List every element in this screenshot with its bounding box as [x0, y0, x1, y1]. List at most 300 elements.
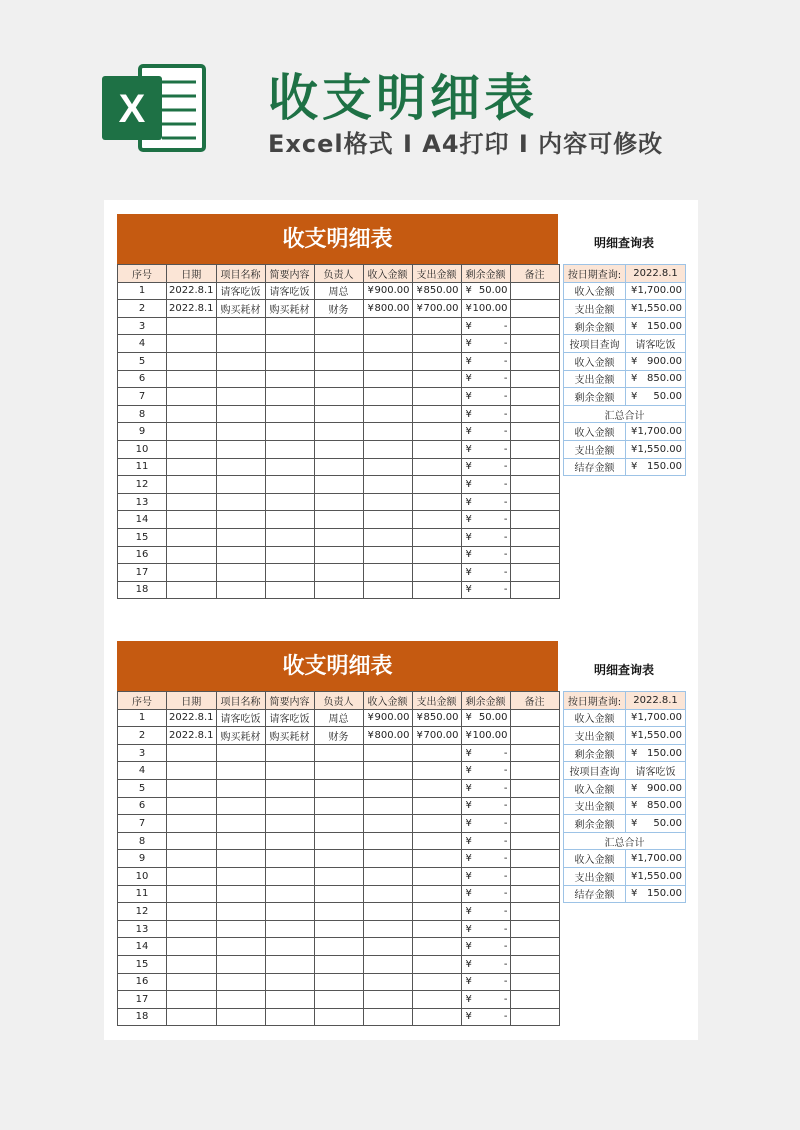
empty-cell[interactable]: [167, 955, 217, 973]
empty-cell[interactable]: [167, 528, 217, 546]
cell-no[interactable]: 5: [118, 779, 167, 797]
cell-balance[interactable]: [461, 546, 510, 564]
empty-cell[interactable]: [265, 744, 314, 762]
empty-cell[interactable]: [265, 903, 314, 921]
empty-cell[interactable]: [167, 815, 217, 833]
cell-no[interactable]: 6: [118, 797, 167, 815]
cell-note[interactable]: [510, 317, 559, 335]
empty-cell[interactable]: [314, 973, 363, 991]
empty-cell[interactable]: [363, 885, 412, 903]
empty-cell[interactable]: [216, 955, 265, 973]
empty-cell[interactable]: [363, 762, 412, 780]
empty-cell[interactable]: [412, 973, 461, 991]
empty-cell[interactable]: [363, 938, 412, 956]
empty-cell[interactable]: [363, 528, 412, 546]
empty-cell[interactable]: [314, 850, 363, 868]
cell-note[interactable]: [510, 370, 559, 388]
empty-cell[interactable]: [265, 973, 314, 991]
empty-cell[interactable]: [412, 955, 461, 973]
empty-cell[interactable]: [216, 511, 265, 529]
cell-no[interactable]: 11: [118, 458, 167, 476]
cell-balance[interactable]: [461, 300, 510, 318]
cell-date[interactable]: 2022.8.1: [167, 300, 217, 318]
empty-cell[interactable]: [314, 476, 363, 494]
cell-person[interactable]: 周总: [314, 282, 363, 300]
empty-cell[interactable]: [363, 440, 412, 458]
cell-note[interactable]: [510, 991, 559, 1009]
empty-cell[interactable]: [314, 991, 363, 1009]
empty-cell[interactable]: [216, 493, 265, 511]
cell-no[interactable]: 8: [118, 832, 167, 850]
cell-note[interactable]: [510, 885, 559, 903]
empty-cell[interactable]: [363, 903, 412, 921]
empty-cell[interactable]: [265, 317, 314, 335]
empty-cell[interactable]: [265, 493, 314, 511]
cell-balance[interactable]: [461, 581, 510, 599]
empty-cell[interactable]: [265, 991, 314, 1009]
empty-cell[interactable]: [363, 388, 412, 406]
empty-cell[interactable]: [314, 511, 363, 529]
cell-note[interactable]: [510, 955, 559, 973]
empty-cell[interactable]: [167, 867, 217, 885]
empty-cell[interactable]: [363, 423, 412, 441]
cell-balance[interactable]: [461, 335, 510, 353]
empty-cell[interactable]: [167, 493, 217, 511]
date-query-input[interactable]: 2022.8.1: [626, 692, 686, 710]
empty-cell[interactable]: [265, 546, 314, 564]
cell-balance[interactable]: [461, 955, 510, 973]
empty-cell[interactable]: [265, 352, 314, 370]
cell-no[interactable]: 4: [118, 335, 167, 353]
cell-no[interactable]: 18: [118, 1008, 167, 1026]
empty-cell[interactable]: [167, 850, 217, 868]
empty-cell[interactable]: [412, 388, 461, 406]
empty-cell[interactable]: [363, 458, 412, 476]
empty-cell[interactable]: [412, 938, 461, 956]
empty-cell[interactable]: [363, 973, 412, 991]
cell-person[interactable]: 财务: [314, 300, 363, 318]
cell-no[interactable]: 17: [118, 991, 167, 1009]
cell-balance[interactable]: [461, 405, 510, 423]
cell-date[interactable]: 2022.8.1: [167, 709, 217, 727]
cell-no[interactable]: 4: [118, 762, 167, 780]
cell-expense[interactable]: [412, 709, 461, 727]
cell-balance[interactable]: [461, 282, 510, 300]
empty-cell[interactable]: [265, 388, 314, 406]
empty-cell[interactable]: [412, 511, 461, 529]
cell-no[interactable]: 12: [118, 476, 167, 494]
empty-cell[interactable]: [363, 476, 412, 494]
empty-cell[interactable]: [363, 850, 412, 868]
cell-note[interactable]: [510, 405, 559, 423]
empty-cell[interactable]: [167, 476, 217, 494]
empty-cell[interactable]: [363, 832, 412, 850]
empty-cell[interactable]: [363, 991, 412, 1009]
empty-cell[interactable]: [412, 440, 461, 458]
cell-no[interactable]: 7: [118, 815, 167, 833]
empty-cell[interactable]: [314, 867, 363, 885]
empty-cell[interactable]: [265, 423, 314, 441]
empty-cell[interactable]: [363, 815, 412, 833]
cell-desc[interactable]: 请客吃饭: [265, 709, 314, 727]
cell-desc[interactable]: 购买耗材: [265, 300, 314, 318]
empty-cell[interactable]: [412, 815, 461, 833]
empty-cell[interactable]: [167, 440, 217, 458]
cell-desc[interactable]: 购买耗材: [265, 727, 314, 745]
empty-cell[interactable]: [412, 903, 461, 921]
cell-no[interactable]: 9: [118, 423, 167, 441]
empty-cell[interactable]: [314, 1008, 363, 1026]
empty-cell[interactable]: [167, 581, 217, 599]
empty-cell[interactable]: [314, 815, 363, 833]
empty-cell[interactable]: [216, 762, 265, 780]
empty-cell[interactable]: [167, 317, 217, 335]
cell-note[interactable]: [510, 727, 559, 745]
empty-cell[interactable]: [265, 405, 314, 423]
cell-no[interactable]: 3: [118, 317, 167, 335]
empty-cell[interactable]: [216, 581, 265, 599]
cell-income[interactable]: [363, 282, 412, 300]
empty-cell[interactable]: [412, 850, 461, 868]
cell-balance[interactable]: [461, 370, 510, 388]
empty-cell[interactable]: [412, 352, 461, 370]
cell-note[interactable]: [510, 300, 559, 318]
empty-cell[interactable]: [216, 1008, 265, 1026]
empty-cell[interactable]: [265, 581, 314, 599]
empty-cell[interactable]: [167, 458, 217, 476]
empty-cell[interactable]: [167, 352, 217, 370]
cell-note[interactable]: [510, 564, 559, 582]
cell-note[interactable]: [510, 973, 559, 991]
empty-cell[interactable]: [363, 352, 412, 370]
cell-expense[interactable]: [412, 727, 461, 745]
empty-cell[interactable]: [314, 903, 363, 921]
item-query-input[interactable]: 请客吃饭: [626, 335, 686, 353]
empty-cell[interactable]: [265, 955, 314, 973]
empty-cell[interactable]: [265, 832, 314, 850]
cell-no[interactable]: 8: [118, 405, 167, 423]
empty-cell[interactable]: [216, 370, 265, 388]
empty-cell[interactable]: [216, 938, 265, 956]
empty-cell[interactable]: [167, 423, 217, 441]
empty-cell[interactable]: [412, 335, 461, 353]
cell-balance[interactable]: [461, 528, 510, 546]
cell-note[interactable]: [510, 388, 559, 406]
cell-note[interactable]: [510, 423, 559, 441]
cell-no[interactable]: 9: [118, 850, 167, 868]
cell-balance[interactable]: [461, 885, 510, 903]
cell-no[interactable]: 16: [118, 546, 167, 564]
empty-cell[interactable]: [412, 867, 461, 885]
empty-cell[interactable]: [265, 564, 314, 582]
empty-cell[interactable]: [314, 779, 363, 797]
cell-item[interactable]: 请客吃饭: [216, 282, 265, 300]
cell-balance[interactable]: [461, 476, 510, 494]
empty-cell[interactable]: [363, 370, 412, 388]
cell-no[interactable]: 12: [118, 903, 167, 921]
cell-balance[interactable]: [461, 832, 510, 850]
cell-no[interactable]: 13: [118, 920, 167, 938]
cell-note[interactable]: [510, 546, 559, 564]
cell-note[interactable]: [510, 493, 559, 511]
empty-cell[interactable]: [412, 458, 461, 476]
empty-cell[interactable]: [265, 797, 314, 815]
empty-cell[interactable]: [363, 779, 412, 797]
cell-desc[interactable]: 请客吃饭: [265, 282, 314, 300]
empty-cell[interactable]: [265, 528, 314, 546]
cell-no[interactable]: 6: [118, 370, 167, 388]
empty-cell[interactable]: [265, 511, 314, 529]
empty-cell[interactable]: [167, 546, 217, 564]
cell-balance[interactable]: [461, 317, 510, 335]
cell-no[interactable]: 14: [118, 938, 167, 956]
empty-cell[interactable]: [314, 938, 363, 956]
cell-balance[interactable]: [461, 779, 510, 797]
empty-cell[interactable]: [314, 885, 363, 903]
empty-cell[interactable]: [216, 476, 265, 494]
cell-no[interactable]: 10: [118, 440, 167, 458]
cell-no[interactable]: 7: [118, 388, 167, 406]
cell-balance[interactable]: [461, 423, 510, 441]
cell-income[interactable]: [363, 709, 412, 727]
cell-balance[interactable]: [461, 991, 510, 1009]
empty-cell[interactable]: [216, 867, 265, 885]
cell-balance[interactable]: [461, 352, 510, 370]
cell-balance[interactable]: [461, 938, 510, 956]
empty-cell[interactable]: [265, 476, 314, 494]
empty-cell[interactable]: [167, 903, 217, 921]
cell-note[interactable]: [510, 779, 559, 797]
empty-cell[interactable]: [314, 564, 363, 582]
empty-cell[interactable]: [265, 370, 314, 388]
cell-person[interactable]: 周总: [314, 709, 363, 727]
empty-cell[interactable]: [216, 352, 265, 370]
empty-cell[interactable]: [314, 405, 363, 423]
empty-cell[interactable]: [216, 744, 265, 762]
empty-cell[interactable]: [363, 564, 412, 582]
empty-cell[interactable]: [363, 955, 412, 973]
cell-note[interactable]: [510, 1008, 559, 1026]
cell-no[interactable]: 15: [118, 955, 167, 973]
empty-cell[interactable]: [216, 335, 265, 353]
cell-expense[interactable]: [412, 282, 461, 300]
empty-cell[interactable]: [412, 744, 461, 762]
empty-cell[interactable]: [314, 440, 363, 458]
empty-cell[interactable]: [314, 352, 363, 370]
empty-cell[interactable]: [412, 423, 461, 441]
cell-note[interactable]: [510, 352, 559, 370]
empty-cell[interactable]: [167, 762, 217, 780]
empty-cell[interactable]: [216, 405, 265, 423]
cell-no[interactable]: 11: [118, 885, 167, 903]
empty-cell[interactable]: [314, 955, 363, 973]
cell-note[interactable]: [510, 476, 559, 494]
empty-cell[interactable]: [216, 850, 265, 868]
empty-cell[interactable]: [314, 528, 363, 546]
empty-cell[interactable]: [216, 797, 265, 815]
empty-cell[interactable]: [167, 938, 217, 956]
empty-cell[interactable]: [216, 920, 265, 938]
cell-balance[interactable]: [461, 564, 510, 582]
cell-income[interactable]: [363, 727, 412, 745]
cell-no[interactable]: 3: [118, 744, 167, 762]
empty-cell[interactable]: [412, 528, 461, 546]
empty-cell[interactable]: [216, 973, 265, 991]
cell-no[interactable]: 15: [118, 528, 167, 546]
cell-note[interactable]: [510, 440, 559, 458]
cell-item[interactable]: 购买耗材: [216, 300, 265, 318]
cell-note[interactable]: [510, 511, 559, 529]
empty-cell[interactable]: [265, 335, 314, 353]
empty-cell[interactable]: [314, 797, 363, 815]
cell-no[interactable]: 16: [118, 973, 167, 991]
empty-cell[interactable]: [167, 920, 217, 938]
empty-cell[interactable]: [167, 564, 217, 582]
cell-balance[interactable]: [461, 511, 510, 529]
cell-note[interactable]: [510, 832, 559, 850]
cell-balance[interactable]: [461, 744, 510, 762]
empty-cell[interactable]: [167, 335, 217, 353]
empty-cell[interactable]: [167, 405, 217, 423]
empty-cell[interactable]: [412, 405, 461, 423]
empty-cell[interactable]: [265, 867, 314, 885]
empty-cell[interactable]: [363, 867, 412, 885]
empty-cell[interactable]: [314, 423, 363, 441]
empty-cell[interactable]: [314, 388, 363, 406]
cell-note[interactable]: [510, 581, 559, 599]
empty-cell[interactable]: [216, 388, 265, 406]
empty-cell[interactable]: [412, 493, 461, 511]
cell-no[interactable]: 18: [118, 581, 167, 599]
cell-note[interactable]: [510, 528, 559, 546]
empty-cell[interactable]: [216, 885, 265, 903]
empty-cell[interactable]: [216, 991, 265, 1009]
cell-expense[interactable]: [412, 300, 461, 318]
empty-cell[interactable]: [265, 440, 314, 458]
cell-balance[interactable]: [461, 1008, 510, 1026]
empty-cell[interactable]: [265, 779, 314, 797]
empty-cell[interactable]: [265, 885, 314, 903]
date-query-input[interactable]: 2022.8.1: [626, 265, 686, 283]
empty-cell[interactable]: [216, 815, 265, 833]
cell-date[interactable]: 2022.8.1: [167, 282, 217, 300]
cell-note[interactable]: [510, 282, 559, 300]
empty-cell[interactable]: [314, 762, 363, 780]
empty-cell[interactable]: [216, 564, 265, 582]
empty-cell[interactable]: [363, 1008, 412, 1026]
empty-cell[interactable]: [412, 581, 461, 599]
cell-note[interactable]: [510, 920, 559, 938]
cell-balance[interactable]: [461, 973, 510, 991]
empty-cell[interactable]: [167, 991, 217, 1009]
empty-cell[interactable]: [167, 779, 217, 797]
item-query-input[interactable]: 请客吃饭: [626, 762, 686, 780]
empty-cell[interactable]: [314, 832, 363, 850]
cell-note[interactable]: [510, 815, 559, 833]
empty-cell[interactable]: [216, 546, 265, 564]
cell-no[interactable]: 17: [118, 564, 167, 582]
cell-date[interactable]: 2022.8.1: [167, 727, 217, 745]
cell-no[interactable]: 1: [118, 709, 167, 727]
empty-cell[interactable]: [265, 938, 314, 956]
empty-cell[interactable]: [216, 317, 265, 335]
empty-cell[interactable]: [412, 546, 461, 564]
empty-cell[interactable]: [265, 458, 314, 476]
empty-cell[interactable]: [167, 832, 217, 850]
empty-cell[interactable]: [167, 1008, 217, 1026]
cell-note[interactable]: [510, 797, 559, 815]
empty-cell[interactable]: [412, 317, 461, 335]
cell-item[interactable]: 购买耗材: [216, 727, 265, 745]
cell-balance[interactable]: [461, 493, 510, 511]
cell-note[interactable]: [510, 938, 559, 956]
cell-no[interactable]: 10: [118, 867, 167, 885]
cell-no[interactable]: 2: [118, 300, 167, 318]
empty-cell[interactable]: [314, 744, 363, 762]
empty-cell[interactable]: [363, 405, 412, 423]
cell-no[interactable]: 2: [118, 727, 167, 745]
empty-cell[interactable]: [363, 546, 412, 564]
empty-cell[interactable]: [363, 797, 412, 815]
empty-cell[interactable]: [265, 1008, 314, 1026]
empty-cell[interactable]: [412, 762, 461, 780]
cell-balance[interactable]: [461, 903, 510, 921]
empty-cell[interactable]: [265, 762, 314, 780]
empty-cell[interactable]: [216, 528, 265, 546]
cell-balance[interactable]: [461, 709, 510, 727]
empty-cell[interactable]: [412, 797, 461, 815]
empty-cell[interactable]: [314, 920, 363, 938]
empty-cell[interactable]: [216, 440, 265, 458]
cell-note[interactable]: [510, 744, 559, 762]
empty-cell[interactable]: [363, 511, 412, 529]
empty-cell[interactable]: [314, 317, 363, 335]
cell-item[interactable]: 请客吃饭: [216, 709, 265, 727]
cell-note[interactable]: [510, 458, 559, 476]
empty-cell[interactable]: [412, 476, 461, 494]
cell-income[interactable]: [363, 300, 412, 318]
empty-cell[interactable]: [167, 370, 217, 388]
empty-cell[interactable]: [265, 920, 314, 938]
cell-note[interactable]: [510, 903, 559, 921]
cell-balance[interactable]: [461, 815, 510, 833]
cell-note[interactable]: [510, 762, 559, 780]
empty-cell[interactable]: [167, 797, 217, 815]
empty-cell[interactable]: [216, 458, 265, 476]
empty-cell[interactable]: [412, 564, 461, 582]
empty-cell[interactable]: [167, 885, 217, 903]
cell-balance[interactable]: [461, 458, 510, 476]
cell-no[interactable]: 14: [118, 511, 167, 529]
empty-cell[interactable]: [265, 850, 314, 868]
cell-balance[interactable]: [461, 388, 510, 406]
empty-cell[interactable]: [216, 832, 265, 850]
cell-note[interactable]: [510, 867, 559, 885]
cell-no[interactable]: 5: [118, 352, 167, 370]
empty-cell[interactable]: [216, 423, 265, 441]
empty-cell[interactable]: [412, 370, 461, 388]
empty-cell[interactable]: [314, 546, 363, 564]
empty-cell[interactable]: [167, 744, 217, 762]
cell-note[interactable]: [510, 335, 559, 353]
cell-balance[interactable]: [461, 797, 510, 815]
empty-cell[interactable]: [167, 388, 217, 406]
empty-cell[interactable]: [363, 317, 412, 335]
empty-cell[interactable]: [314, 581, 363, 599]
empty-cell[interactable]: [363, 581, 412, 599]
empty-cell[interactable]: [167, 511, 217, 529]
empty-cell[interactable]: [363, 335, 412, 353]
